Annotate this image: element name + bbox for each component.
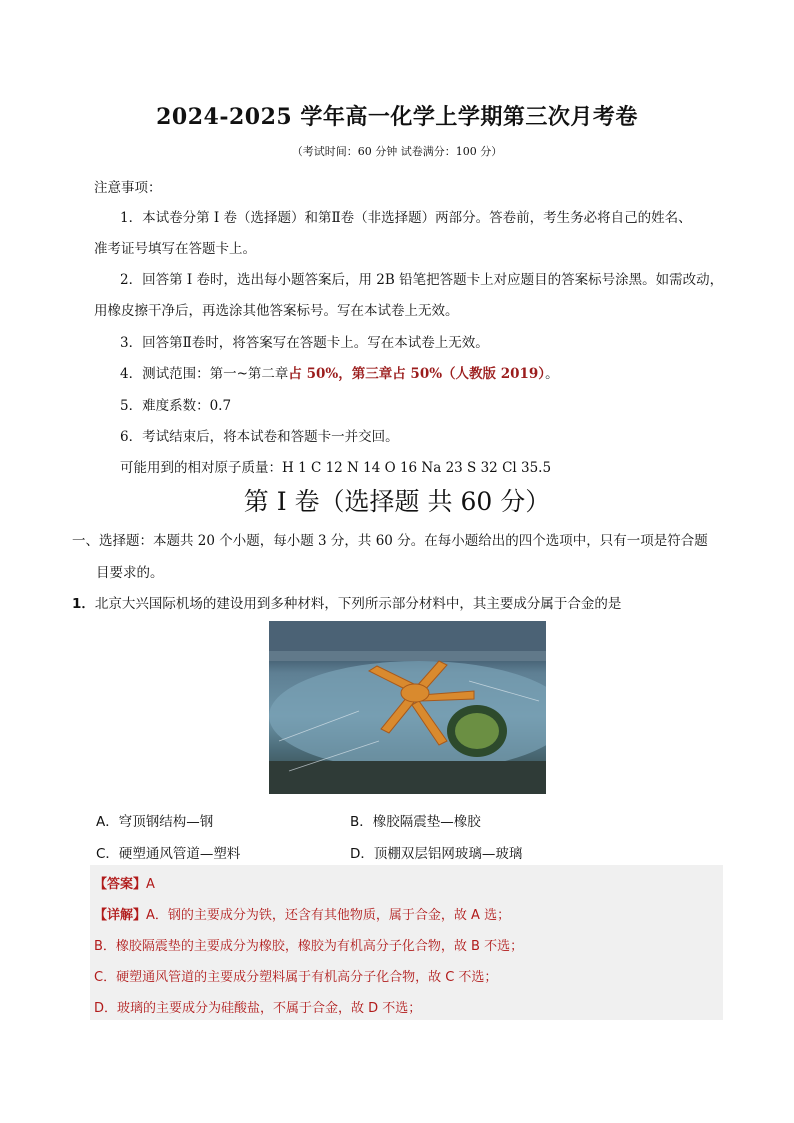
detail-line-c: C．硬塑通风管道的主要成分塑料属于有机高分子化合物，故 C 不选； [94, 970, 498, 985]
detail-line-d: D．玻璃的主要成分为硅酸盐，不属于合金，故 D 不选； [94, 1001, 422, 1016]
answer-value: A [146, 877, 155, 892]
answer-label: 【答案】 [94, 877, 147, 892]
option-d: D．顶棚双层铝网玻璃—玻璃 [350, 846, 523, 862]
option-a: A．穹顶钢结构—钢 [96, 814, 214, 830]
exam-title: 2024-2025 学年高一化学上学期第三次月考卷 [156, 104, 638, 130]
atomic-masses: 可能用到的相对原子质量：H 1 C 12 N 14 O 16 Na 23 S 32 Cl 35.5 [120, 460, 552, 476]
detail-a: A．钢的主要成分为铁，还含有其他物质，属于合金，故 A 选； [146, 908, 511, 923]
notice-item-5: 5．难度系数：0.7 [120, 398, 232, 414]
notice-item-1a: 1．本试卷分第 I 卷（选择题）和第Ⅱ卷（非选择题）两部分。答卷前，考生务必将自己的姓名、 [120, 210, 692, 226]
answer-line [94, 873, 155, 892]
option-b: B．橡胶隔震垫—橡胶 [350, 814, 481, 830]
question-number: 1． [72, 596, 95, 612]
notice-item-2b: 用橡皮擦干净后，再选涂其他答案标号。写在本试卷上无效。 [94, 303, 459, 319]
exam-subtitle: （考试时间：60 分钟 试卷满分：100 分） [291, 145, 503, 158]
notice-heading: 注意事项： [94, 180, 162, 196]
notice-item-4-suffix: 。 [545, 366, 559, 382]
question-text: 北京大兴国际机场的建设用到多种材料，下列所示部分材料中，其主要成分属于合金的是 [94, 596, 622, 612]
airport-photo [269, 621, 546, 794]
detail-line-a [94, 904, 510, 923]
notice-item-4 [120, 362, 559, 382]
section-instruction-a: 一、选择题：本题共 20 个小题，每小题 3 分，共 60 分。在每小题给出的四个选项中，只有一项是符合题 [72, 533, 708, 549]
notice-item-1b: 准考证号填写在答题卡上。 [94, 241, 256, 257]
notice-item-4-highlight: 占 50%，第三章占 50%（人教版 2019） [288, 366, 546, 382]
section-heading: 第 I 卷（选择题 共 60 分） [243, 487, 551, 516]
question-1-stem [72, 592, 621, 612]
detail-line-b: B．橡胶隔震垫的主要成分为橡胶，橡胶为有机高分子化合物，故 B 不选； [94, 939, 524, 954]
option-c: C．硬塑通风管道—塑料 [96, 846, 241, 862]
notice-item-2a: 2．回答第 I 卷时，选出每小题答案后，用 2B 铅笔把答题卡上对应题目的答案标号涂黑。如需改动， [120, 272, 724, 288]
airport-photo-art [269, 621, 546, 794]
notice-item-4-prefix: 4．测试范围：第一~第二章 [120, 366, 289, 382]
notice-item-6: 6．考试结束后，将本试卷和答题卡一并交回。 [120, 429, 399, 445]
section-instruction-b: 目要求的。 [96, 565, 164, 581]
detail-label: 【详解】 [94, 908, 147, 923]
notice-item-3: 3．回答第Ⅱ卷时，将答案写在答题卡上。写在本试卷上无效。 [120, 335, 489, 351]
